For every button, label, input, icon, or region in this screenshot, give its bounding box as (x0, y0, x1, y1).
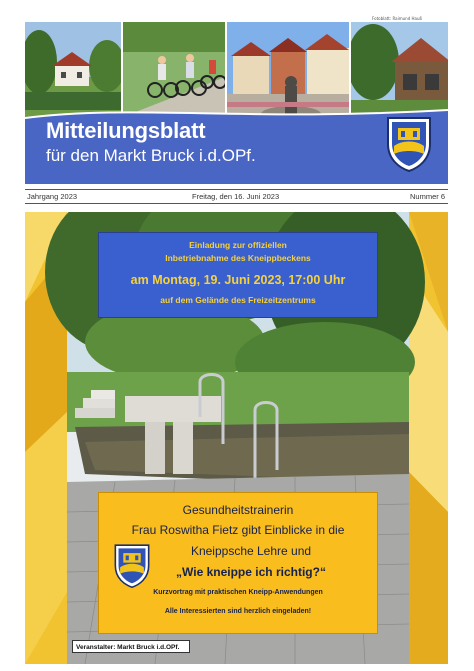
issue-number: Nummer 6 (409, 192, 445, 201)
coat-of-arms-icon (112, 542, 152, 588)
speaker-line5: Kurzvortrag mit praktischen Kneipp-Anwendungen (153, 589, 323, 596)
speaker-topic: „Wie kneippe ich richtig?“ (176, 565, 326, 579)
invitation-location: auf dem Gelände des Freizeitzentrums (160, 295, 316, 305)
speaker-line1: Gesundheitstrainerin (182, 503, 294, 517)
organizer-label: Veranstalter: Markt Bruck i.d.OPf. (72, 640, 190, 653)
invitation-line1: Einladung zur offiziellen (189, 240, 287, 250)
speaker-line3: Kneippsche Lehre und (190, 544, 312, 558)
page-subtitle: für den Markt Bruck i.d.OPf. (46, 146, 256, 165)
coat-of-arms-icon (384, 114, 434, 172)
photo-credit: Fotoblatt: Raimund Hauß (372, 16, 423, 21)
invitation-box (98, 232, 378, 318)
page-title: Mitteilungsblatt (46, 118, 206, 143)
speaker-line6: Alle Interessierten sind herzlich eingeladen! (164, 608, 312, 615)
issue-date: Freitag, den 16. Juni 2023 (192, 192, 280, 201)
speaker-line2: Frau Roswitha Fietz gibt Einblicke in die (131, 523, 345, 537)
issue-info-line (25, 189, 448, 204)
invitation-date-time: am Montag, 19. Juni 2023, 17:00 Uhr (130, 273, 346, 287)
issue-year: Jahrgang 2023 (27, 192, 78, 201)
invitation-line2: Inbetriebnahme des Kneippbeckens (165, 253, 311, 263)
